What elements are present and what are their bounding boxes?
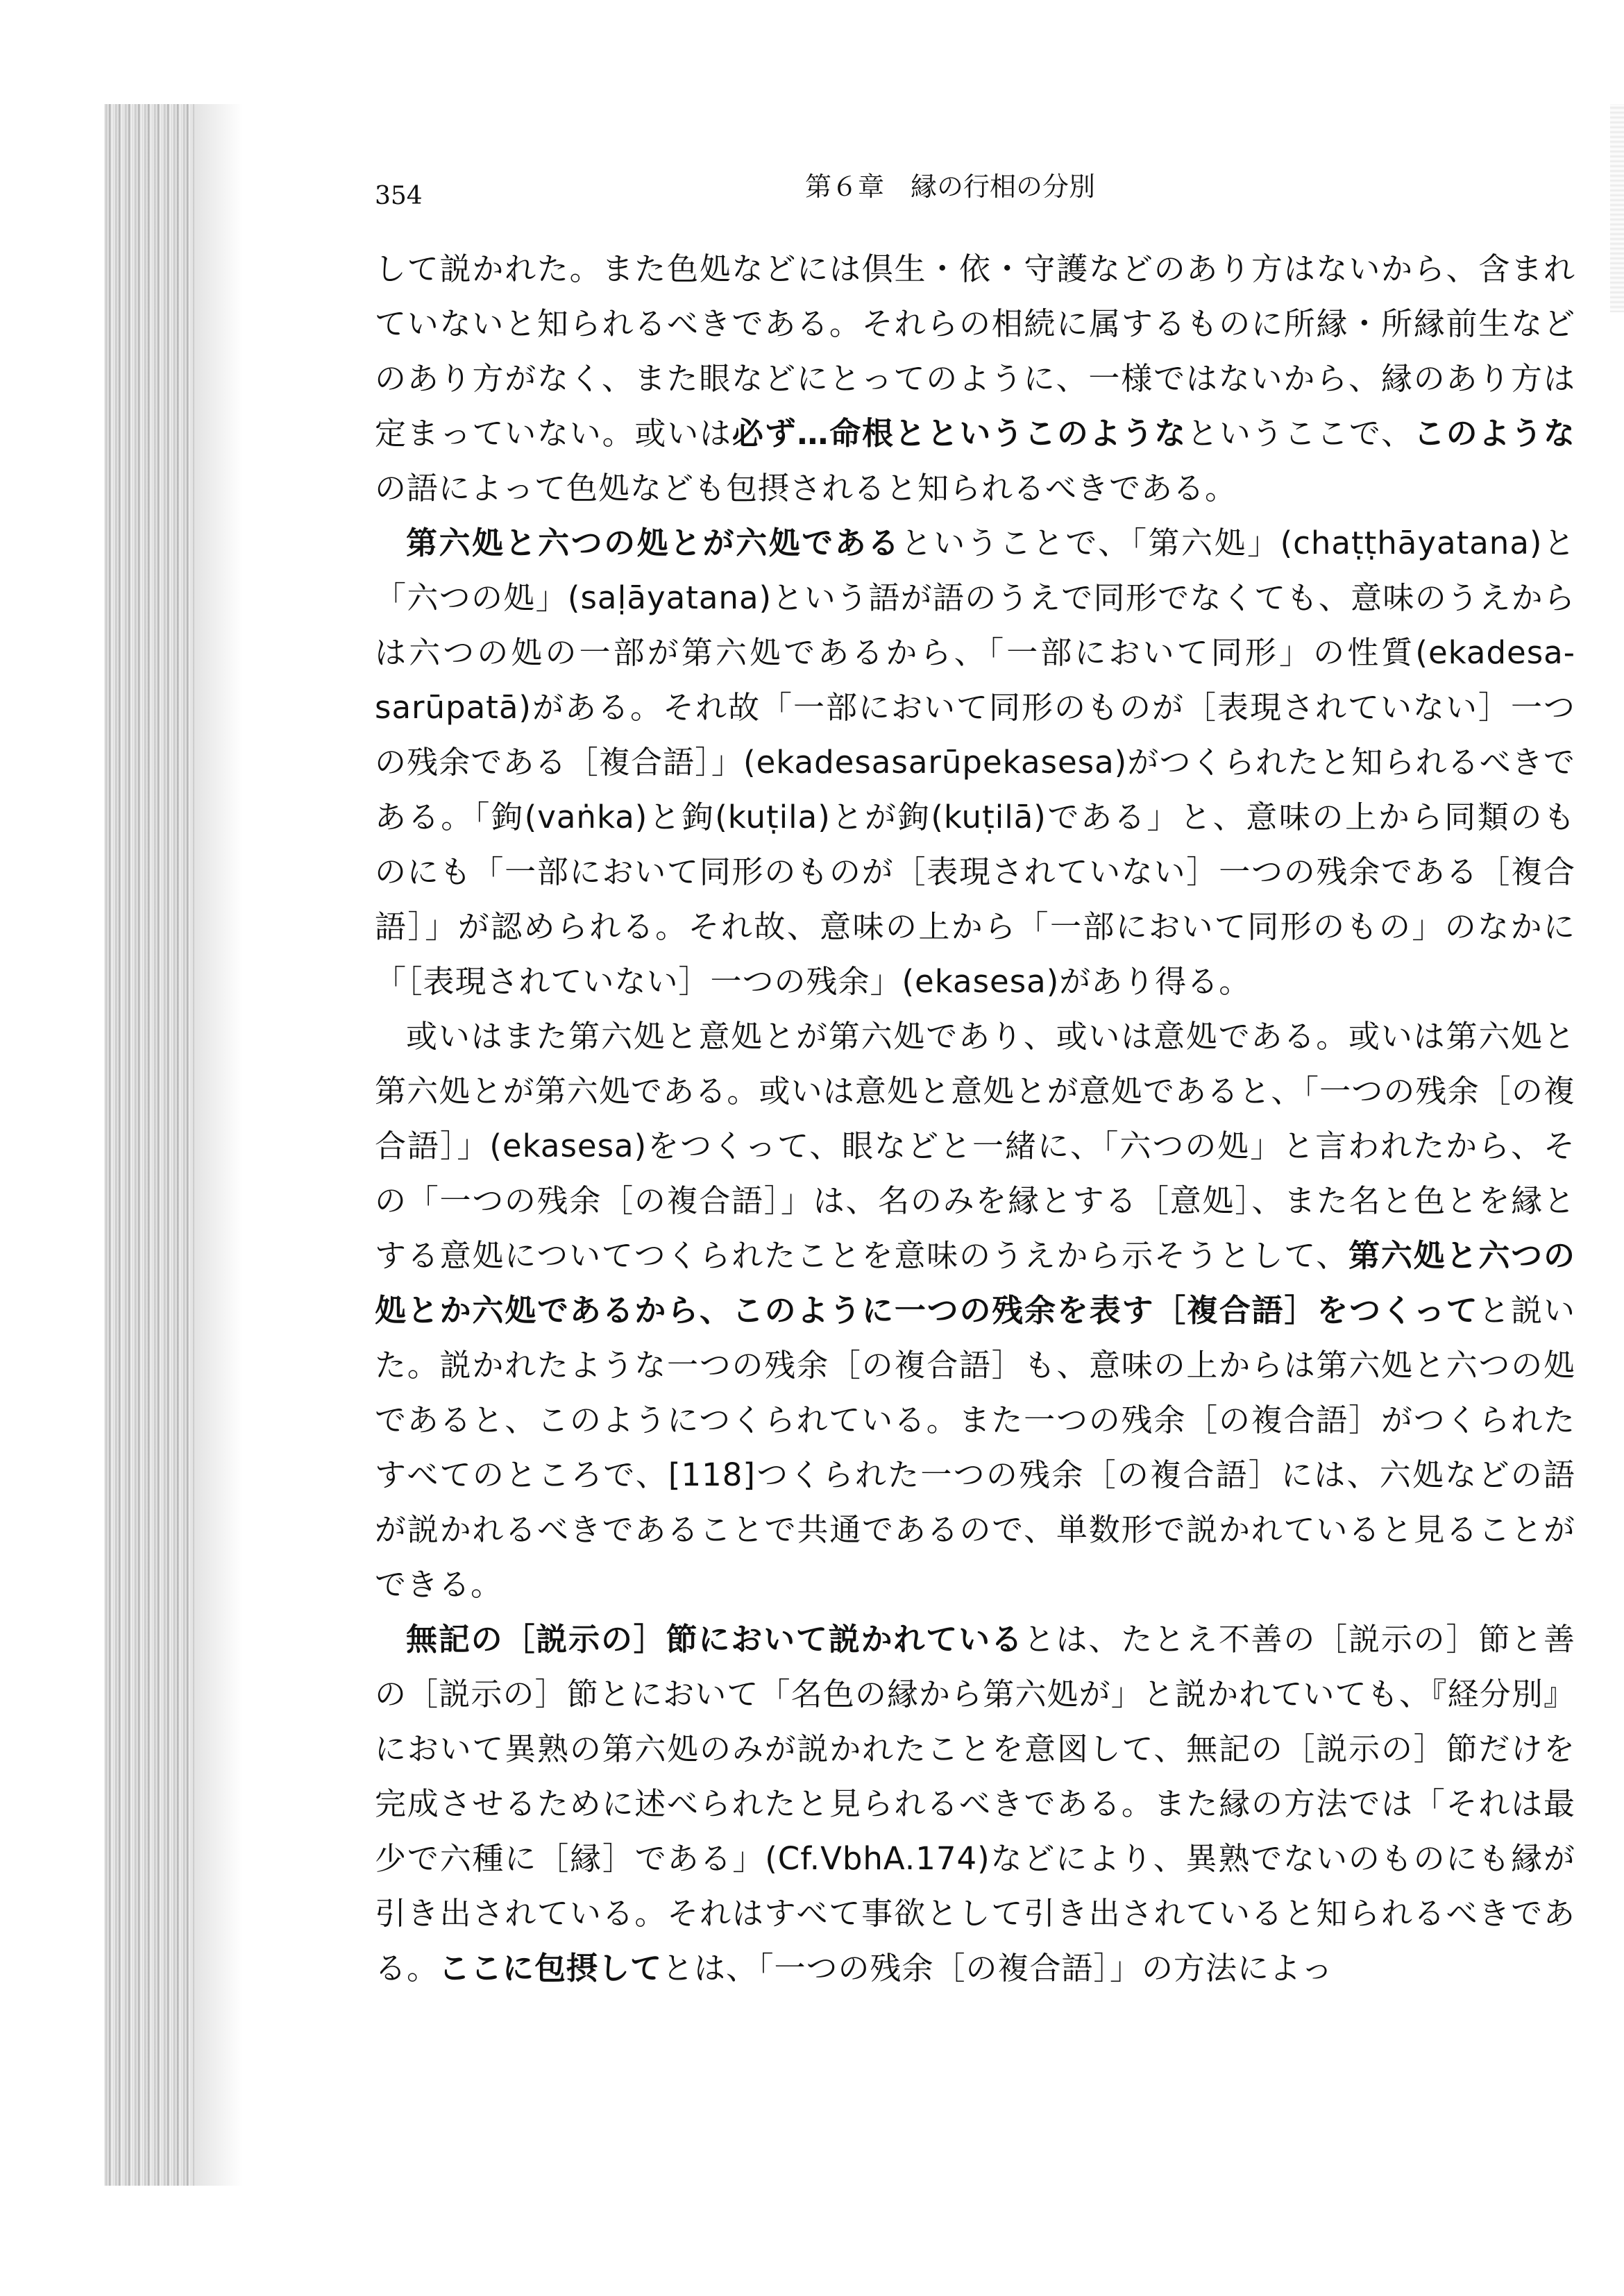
bold-lemma: 必ず…命根とというこのような <box>731 415 1187 452</box>
bold-lemma: 無記の［説示の］節において説かれている <box>406 1621 1024 1658</box>
page-number: 354 <box>375 182 423 210</box>
binding-fade <box>194 104 243 2186</box>
text-segment: の語によって色処なども包摂されると知られるべきである。 <box>375 470 1237 507</box>
text-segment: 或いはまた第六処と意処とが第六処であり、或いは意処である。或いは第六処と第六処とが第六処である。或いは意処と意処とが意処であると、「一つの残余［の複合語］」(ekasesa)をつくって、眼などと一緒に、「六つの処」と言われたから、その「一つの残余［の複合語］」は、名のみを縁とする［意処］、また名と色とを縁とする意処についてつくられたことを意味のうえから示そうとして、 <box>375 1018 1575 1274</box>
text-segment: とは、「一つの残余［の複合語］」の方法によっ <box>662 1950 1334 1987</box>
text-segment: して説かれた。また色処などには倶生・依・守護などのあり方はないから、含まれていないと知られるべきである。それらの相続に属するものに所縁・所縁前生などのあり方がなく、また眼などにとってのように、一様ではないから、縁のあり方は定まっていない。或いは <box>375 250 1575 452</box>
paragraph <box>375 1009 1575 1612</box>
paragraph <box>375 1612 1575 1996</box>
bold-lemma: 第六処と六つの処とか六処であるから、このように一つの残余を表す［複合語］をつくって <box>375 1237 1575 1329</box>
text-segment: と説いた。説かれたような一つの残余［の複合語］も、意味の上からは第六処と六つの処であると、このようにつくられている。また一つの残余［の複合語］がつくられたすべてのところで、[118]つくられた一つの残余［の複合語］には、六処などの語が説かれるべきであることで共通であるので、単数形で説かれていると見ることができる。 <box>375 1292 1575 1603</box>
page-edge <box>1610 104 1624 312</box>
binding-shadow <box>104 104 194 2186</box>
text-segment: ということで、「第六処」(chaṭṭhāyatana)と「六つの処」(saḷāyatana)という語が語のうえで同形でなくても、意味のうえからは六つの処の一部が第六処であるから、「一部において同形」の性質(ekadesa-sarūpatā)がある。それ故「一部において同形のものが［表現されていない］一つの残余である［複合語］」(ekadesasarūpekasesa)がつくられたと知られるべきである。「鉤(vaṅka)と鉤(kuṭila)とが鉤(kuṭilā)である」と、意味の上から同類のものにも「一部において同形のものが［表現されていない］一つの残余である［複合語］」が認められる。それ故、意味の上から「一部において同形のもの」のなかに「［表現されていない］一つの残余」(ekasesa)があり得る。 <box>375 525 1575 1000</box>
bold-lemma: このような <box>1413 415 1575 452</box>
paragraph <box>375 516 1575 1009</box>
bold-lemma: ここに包摂して <box>439 1950 663 1987</box>
text-segment: というここで、 <box>1187 415 1414 452</box>
bold-lemma: 第六処と六つの処とが六処である <box>406 525 901 561</box>
running-head: 第６章 縁の行相の分別 <box>805 171 1096 202</box>
paragraph <box>375 241 1575 516</box>
text-segment: とは、たとえ不善の［説示の］節と善の［説示の］節とにおいて「名色の縁から第六処が」と説かれていても、『経分別』において異熟の第六処のみが説かれたことを意図して、無記の［説示の］節だけを完成させるために述べられたと見られるべきである。また縁の方法では「それは最少で六種に［縁］である」(Cf.VbhA.174)などにより、異熟でないのものにも縁が引き出されている。それはすべて事欲として引き出されていると知られるべきである。 <box>375 1621 1575 1987</box>
body-text <box>375 241 1575 1996</box>
